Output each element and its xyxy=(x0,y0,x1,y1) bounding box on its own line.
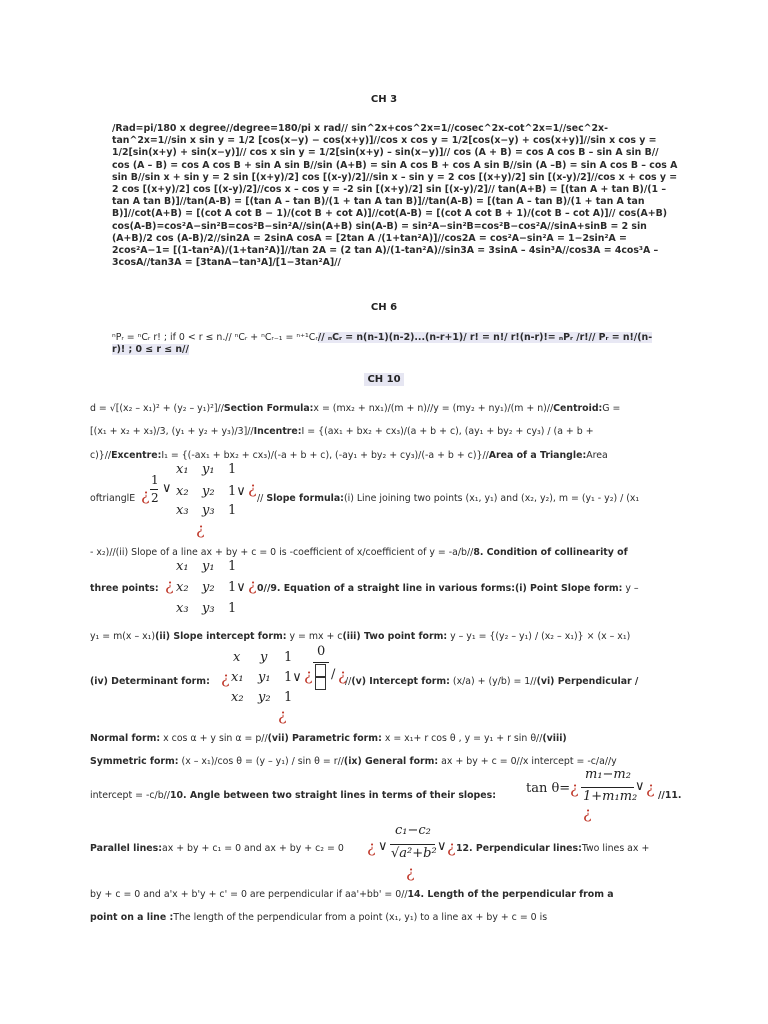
ch10-line-collinearity: 0//9. Equation of a straight line in various forms:(i) Point Slope form: y – xyxy=(257,583,639,594)
ch10-line-distance: d = √[(x₂ – x₁)² + (y₂ – y₁)²]//Section Formula:x = (mx₂ + nx₁)/(m + n)//y = (my₂ + ny₁)/(m + n)//Centroid:G = xyxy=(90,403,621,414)
ch6-line2-highlight: r)! ; 0 ≤ r ≤ n// xyxy=(112,344,189,355)
ch10-line-angle-end: //11. xyxy=(658,790,682,801)
ch10-line-symmetric: Symmetric form: (x – x₁)/cos θ = (y – y₁) / sin θ = r//(ix) General form: ax + by + c = 0//x intercept = -c/a//y xyxy=(90,756,617,767)
ch10-line-angle: intercept = -c/b//10. Angle between two straight lines in terms of their slopes: xyxy=(90,790,496,801)
ch10-line-parallel: Parallel lines:ax + by + c₁ = 0 and ax + by + c₂ = 0 xyxy=(90,843,344,854)
ch10-line-perpendicular: 12. Perpendicular lines:Two lines ax + xyxy=(456,843,650,854)
heading-ch3: CH 3 xyxy=(370,94,398,105)
ch10-line-excentre: c)}//Excentre:I₁ = {(-ax₁ + bx₂ + cx₃)/(-a + b + c), (-ay₁ + by₂ + cy₃)/(-a + b + c)}//Area of a Triangle:Area xyxy=(90,450,608,461)
area-prefix: oftrianglE xyxy=(90,493,136,504)
ch10-line-incentre: [(x₁ + x₂ + x₃)/3, (y₁ + y₂ + y₃)/3]//Incentre:I = {(ax₁ + bx₂ + cx₃)/(a + b + c), (ay₁ + by₂ + cy₃) / (a + b + xyxy=(90,426,594,437)
ch10-line-normal: Normal form: x cos α + y sin α = p//(vii) Parametric form: x = x₁+ r cos θ , y = y₁ + r sin θ//(viii) xyxy=(90,733,567,744)
heading-ch6: CH 6 xyxy=(370,302,398,313)
ch10-line-slope-coef: - x₂)//(ii) Slope of a line ax + by + c = 0 is -coefficient of x/coefficient of y = -a/b//8. Condition of collinearity of xyxy=(90,547,628,558)
document-page: CH 3 /Rad=pi/180 x degree//degree=180/pi x rad// sin^2x+cos^2x=1//cosec^2x-cot^2x=1//sec^2x-tan^2x=1//sin x sin y = 1/2 [cos(x−y) − cos(x+y)]//cos x cos y = 1/2[cos(x−y) + cos(x+y)]//sin x cos y = 1/2[sin(x+y) + sin(x−y)]// cos x sin y = 1/2[sin(x+y) – sin(x−y)]// cos (A + B) = cos A cos B – sin A sin B// cos (A – B) = cos A cos B + sin A sin B//sin (A+B) = sin A cos B + cos A sin B//sin (A –B) = sin A cos B – cos A sin B//sin x + sin y = 2 sin [(x+y)/2] cos [(x-y)/2]//sin x – sin y = 2 cos [(x+y)/2] sin [(x-y)/2]//cos x + cos y = 2 cos [(x+y)/2] cos [(x-y)/2]//cos x – cos y = -2 sin [(x+y)/2] sin [(x-y)/2]// tan(A+B) = [(tan A + tan B)/(1 – tan A tan B)]//tan(A-B) = [(tan A – tan B)/(1 + tan A tan B)]//tan(A-B) = [(tan A – tan B)/(1 + tan A tan B)]//cot(A+B) = [(cot A cot B − 1)/(cot B + cot A)]//cot(A-B) = [(cot A cot B + 1)/(cot B – cot A)]// cos(A+B) cos(A-B)=cos²A−sin²B=cos²B−sin²A//sin(A+B) sin(A-B) = sin²A−sin²B=cos²B−cos²A//sinA+sinB = 2 sin (A+B)/2 cos (A-B)/2//sin2A = 2sinA cosA = [2tan A /(1+tan²A)]//cos2A = cos²A−sin²A = 1−2sin²A = 2cos²A−1= [(1-tan²A)/(1+tan²A)]//tan 2A = (2 tan A)/(1-tan²A)//sin3A = 3sinA – 4sin³A//cos3A = 4cos³A – 3cosA//tan3A = [3tanA−tan³A]/[1−3tan²A]// CH 6 ⁿPᵣ = ⁿCᵣ r! ; if 0 < r ≤ n.// ⁿCᵣ + ⁿCᵣ₋₁ = ⁿ⁺¹Cᵣ// ₙCᵣ = n(n-1)(n-2)...(n-r+1)/ r! = n!/ r!(n-r)!= ₙPᵣ /r!// Pᵣ = n!/(n- r)! ; 0 ≤ r ≤ n// CH 10 d = √[(x₂ – x₁)² + (y₂ – y₁)²]//Section Formula:x = (mx₂ + nx₁)/(m + n)//y = (my₂ + ny₁)/(m + n)//Centroid:G = [(x₁ + x₂ + x₃)/3, (y₁ + y₂ + y₃)/3]//Incentre:I = {(ax₁ + bx₂ + cx₃)/(a + b + c), (ay₁ + by₂ + cy₃) / (a + b + c)}//Excentre:I₁ = {(-ax₁ + bx₂ + cx₃)/(-a + b + c), (-ay₁ + by₂ + cy₃)/(-a + b + c)}//Area of a Triangle:Area oftrianglE ¿ 1 2 ∨ x₁ y₁ 1 x₂ y₂ 1∨ ¿ x₃ y₃ 1 ¿ // Slope formula:(i) Line joining two points (x₁, y₁) and (x₂, y₂), m = (y₁ - y₂) / (x₁ - x₂)//(ii) Slope of a line ax + by + c = 0 is -coefficient of x/coefficient of y = -a/b//8. Condition of collinearity of three points: ¿ x₁ y₁ 1 x₂ y₂ 1∨ ¿ x₃ y₃ 1 0//9. Equation of a straight line in various forms:(i) Point Slope form: y – y₁ = m(x – x₁)(ii) Slope intercept form: y = mx + c(iii) Two point form: y – y₁ = {(y₂ – y₁) / (x₂ – x₁)} × (x – x₁) (iv) Determinant form: ¿ x y 1 x₁ y₁ 1∨ ¿ x₂ y₂ 1 ¿ 0 / ¿ //(v) Intercept form: (x/a) + (y/b) = 1//(vi) Perpendicular / Normal form: x cos α + y sin α = p//(vii) Parametric form: x = x₁+ r cos θ , y = y₁ + r sin θ//(viii) Symmetric form: (x – x₁)/cos θ = (y – y₁) / sin θ = r//(ix) General form: ax + by + c = 0//x intercept = -c/a//y intercept = -c/b//10. Angle between two straight lines in terms of their slopes: tan θ= ¿ m₁−m₂ 1+m₁m₂ ∨ ¿ ¿ //11. Parallel lines:ax + by + c₁ = 0 and ax + by + c₂ = 0 ¿ ∨ c₁−c₂ √a²+b² ∨ ¿ ¿ 12. Perpendicular lines:Two lines ax + by + c = 0 and a'x + b'y + c' = 0 are perpendicular if aa'+bb' = 0//14. Length of the perpendicular from a point on a line :The length of the perpendicular from a point (x₁, y₁) to a line ax + by + c = 0 is xyxy=(0,0,768,1024)
ch10-line-intercept: //(v) Intercept form: (x/a) + (y/b) = 1//(vi) Perpendicular / xyxy=(345,676,639,687)
ch3-formulas: /Rad=pi/180 x degree//degree=180/pi x rad// sin^2x+cos^2x=1//cosec^2x-cot^2x=1//sec^2x-tan^2x=1//sin x sin y = 1/2 [cos(x−y) − cos(x+y)]//cos x cos y = 1/2[cos(x−y) + cos(x+y)]//sin x cos y = 1/2[sin(x+y) + sin(x−y)]// cos x sin y = 1/2[sin(x+y) – sin(x−y)]// cos (A + B) = cos A cos B – sin A sin B// cos (A – B) = cos A cos B + sin A sin B//sin (A+B) = sin A cos B + cos A sin B//sin (A –B) = sin A cos B – cos A sin B//sin x + sin y = 2 sin [(x+y)/2] cos [(x-y)/2]//sin x – sin y = 2 cos [(x+y)/2] sin [(x-y)/2]//cos x + cos y = 2 cos [(x+y)/2] cos [(x-y)/2]//cos x – cos y = -2 sin [(x+y)/2] sin [(x-y)/2]// tan(A+B) = [(tan A + tan B)/(1 – tan A tan B)]//tan(A-B) = [(tan A – tan B)/(1 + tan A tan B)]//tan(A-B) = [(tan A – tan B)/(1 + tan A tan B)]//cot(A+B) = [(cot A cot B − 1)/(cot B + cot A)]//cot(A-B) = [(cot A cot B + 1)/(cot B – cot A)]// cos(A+B) cos(A-B)=cos²A−sin²B=cos²B−sin²A//sin(A+B) sin(A-B) = sin²A−sin²B=cos²B−cos²A//sinA+sinB = 2 sin (A+B)/2 cos (A-B)/2//sin2A = 2sinA cosA = [2tan A /(1+tan²A)]//cos2A = cos²A−sin²A = 1−2sin²A = 2cos²A−1= [(1-tan²A)/(1+tan²A)]//tan 2A = (2 tan A)/(1-tan²A)//sin3A = 3sinA – 4sin³A//cos3A = 4cos³A – 3cosA//tan3A = [3tanA−tan³A]/[1−3tan²A]// xyxy=(112,123,678,269)
ch10-line-perp-condition: by + c = 0 and a'x + b'y + c' = 0 are perpendicular if aa'+bb' = 0//14. Length of the perpendicular from a xyxy=(90,889,614,900)
ch6-line-1 xyxy=(112,332,652,343)
collinearity-label: three points: xyxy=(90,583,159,594)
ch10-line-forms: y₁ = m(x – x₁)(ii) Slope intercept form: y = mx + c(iii) Two point form: y – y₁ = {(y₂ – y₁) / (x₂ – x₁)} × (x – x₁) xyxy=(90,631,631,642)
determinant-form-label: (iv) Determinant form: xyxy=(90,676,210,687)
ch6-line-2 xyxy=(112,344,189,355)
ch10-line-perp-length: point on a line :The length of the perpendicular from a point (x₁, y₁) to a line ax + by + c = 0 is xyxy=(90,912,548,923)
heading-ch10: CH 10 xyxy=(0,374,768,385)
ch10-line-slope: // Slope formula:(i) Line joining two points (x₁, y₁) and (x₂, y₂), m = (y₁ - y₂) / (x₁ xyxy=(257,493,640,504)
ch6-line1-plain: ⁿPᵣ = ⁿCᵣ r! ; if 0 < r ≤ n.// ⁿCᵣ + ⁿCᵣ₋₁ = ⁿ⁺¹Cᵣ xyxy=(112,332,318,343)
ch6-line1-highlight: // ₙCᵣ = n(n-1)(n-2)...(n-r+1)/ r! = n!/ r!(n-r)!= ₙPᵣ /r!// Pᵣ = n!/(n- xyxy=(317,332,653,343)
